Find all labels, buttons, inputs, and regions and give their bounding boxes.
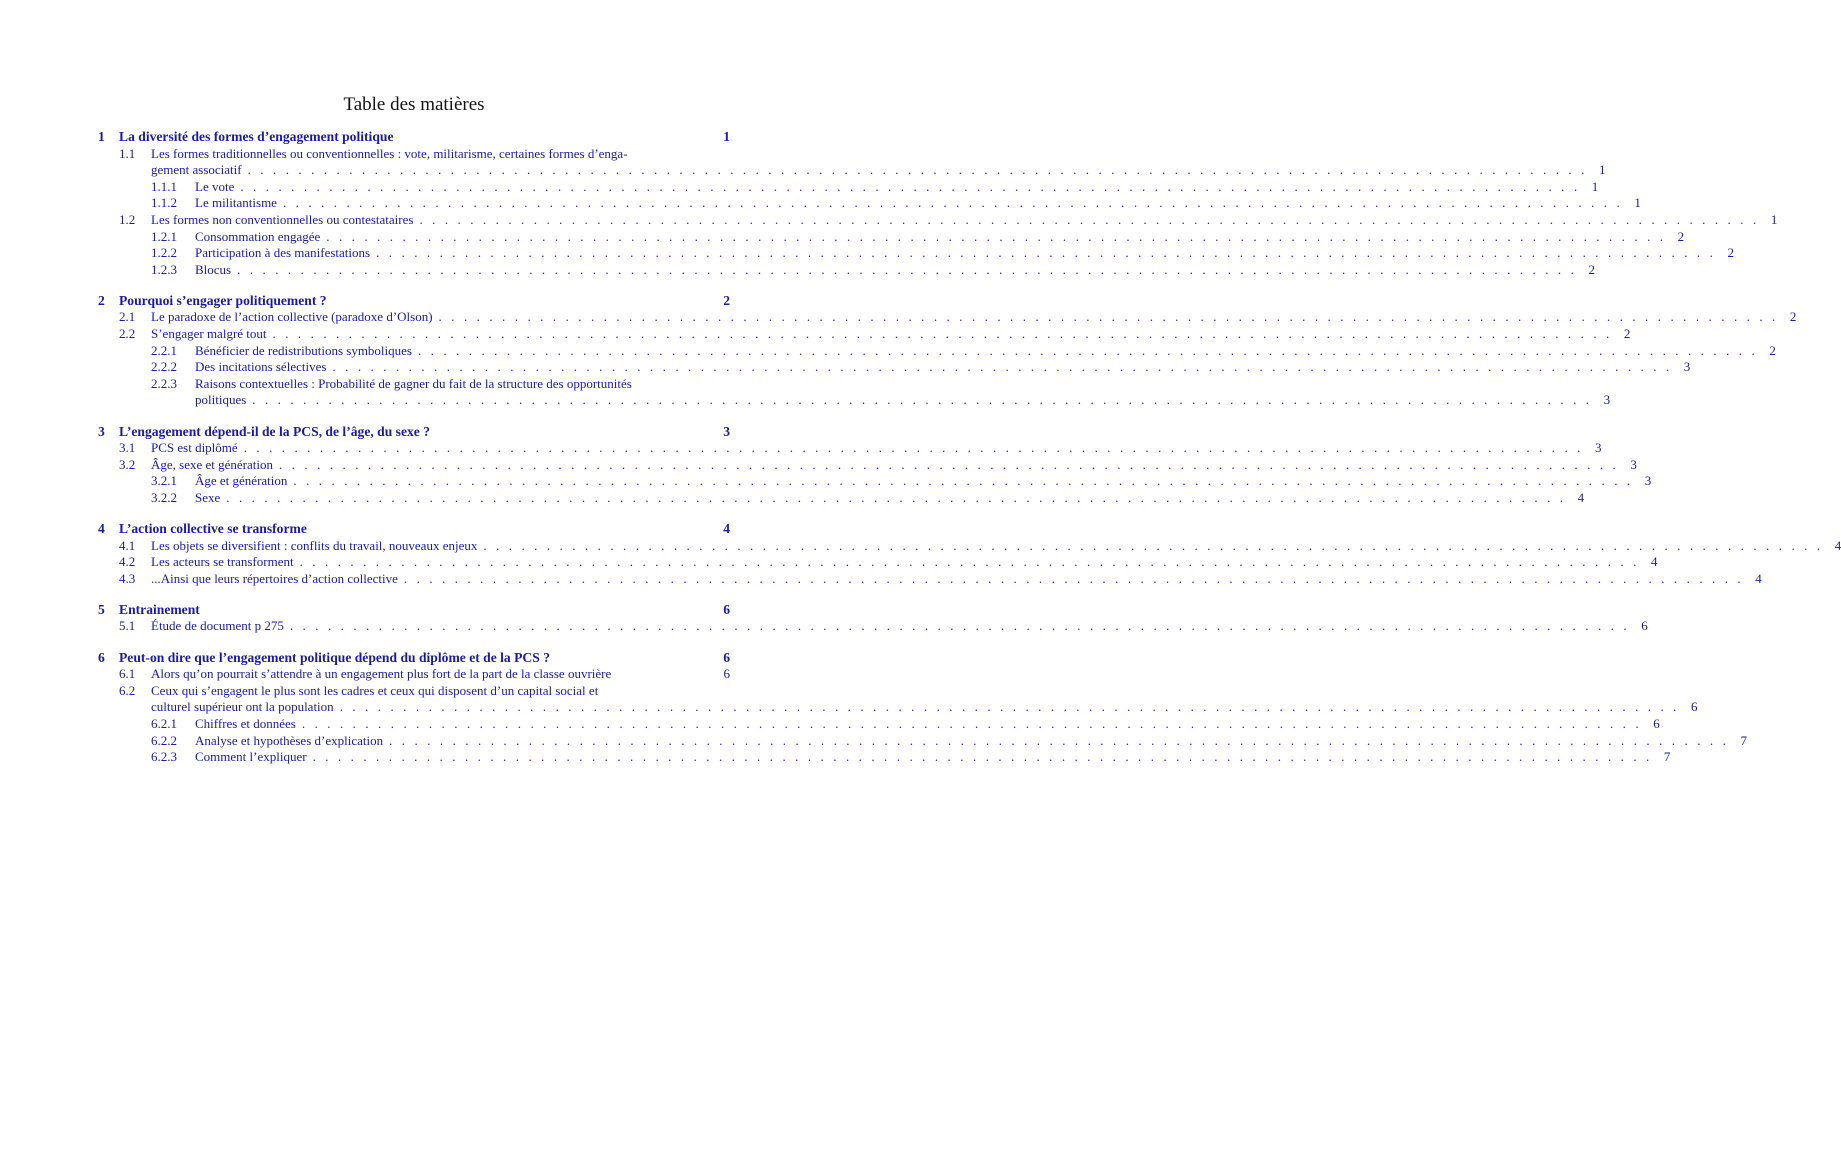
leader-dots (279, 457, 1619, 474)
subsubsection-label: Chiffres et données (195, 715, 296, 731)
table-of-contents (98, 129, 1841, 766)
subsection-label-line1: Ceux qui s’engagent le plus sont les cadres et ceux qui disposent d’un capital social et (151, 682, 599, 698)
toc-subsubsection-1-1-1[interactable] (98, 178, 1599, 196)
subsection-number: 2.2 (119, 326, 136, 342)
page-number: 4 (1834, 537, 1841, 553)
section-label: Pourquoi s’engager politiquement ? (119, 292, 327, 308)
toc-subsection-6-2[interactable] (98, 683, 730, 700)
leader-dots (248, 162, 1588, 179)
subsubsection-label: Le militantisme (195, 195, 277, 211)
page-number: 2 (1677, 228, 1685, 244)
subsection-label: PCS est diplômé (151, 440, 238, 456)
page-number: 3 (723, 423, 730, 439)
toc-subsubsection-1-2-3[interactable] (98, 261, 1595, 279)
subsection-number: 4.3 (119, 570, 136, 586)
page-number: 1 (1591, 178, 1599, 194)
toc-section-5[interactable] (98, 602, 730, 619)
subsubsection-label: Âge et génération (195, 473, 288, 489)
subsection-number: 4.2 (119, 554, 136, 570)
page-number: 2 (1769, 342, 1776, 358)
toc-subsubsection-6-2-1[interactable] (98, 715, 1660, 733)
subsection-label: ...Ainsi que leurs répertoires d’action collective (151, 570, 398, 586)
page-number: 7 (1663, 749, 1671, 765)
subsection-label: Le paradoxe de l’action collective (paradoxe d’Olson) (151, 309, 433, 325)
section-number: 4 (98, 520, 105, 536)
toc-subsection-4-1[interactable] (98, 537, 1841, 555)
toc-subsubsection-2-2-1[interactable] (98, 342, 1776, 360)
subsection-label: Les acteurs se transforment (151, 554, 294, 570)
toc-subsection-6-1[interactable] (98, 666, 730, 683)
page-number: 4 (1755, 570, 1762, 586)
subsection-number: 1.2 (119, 211, 136, 227)
subsubsection-number: 1.1.2 (151, 195, 177, 211)
page-number: 4 (1577, 489, 1585, 505)
subsubsection-label: Le vote (195, 178, 235, 194)
page-number: 6 (723, 601, 730, 617)
page-number: 2 (1623, 326, 1631, 342)
section-label: La diversité des formes d’engagement politique (119, 129, 394, 144)
leader-dots (226, 490, 1566, 507)
page-number: 2 (1588, 261, 1595, 277)
leader-dots (293, 473, 1633, 490)
toc-title: Table des matières (343, 94, 485, 115)
subsection-number: 3.1 (119, 440, 136, 456)
subsubsection-label: Participation à des manifestations (195, 245, 371, 261)
subsubsection-label-line2: politiques (195, 392, 247, 408)
subsection-label-line2: culturel supérieur ont la population (151, 699, 334, 715)
subsection-label: S’engager malgré tout (151, 326, 267, 342)
page-number: 4 (723, 520, 730, 536)
page-number: 3 (1683, 359, 1691, 375)
section-label: L’engagement dépend-il de la PCS, de l’âge, du sexe ? (119, 423, 431, 439)
section-number: 2 (98, 292, 105, 308)
subsubsection-label: Bénéficier de redistributions symboliques (195, 342, 412, 358)
leader-dots (389, 733, 1729, 750)
subsection-label: Alors qu’on pourrait s’attendre à un engagement plus fort de la part de la classe ouvrière (151, 666, 612, 682)
leader-dots (240, 179, 1580, 196)
leader-dots (237, 262, 1577, 279)
subsubsection-label: Des incitations sélectives (195, 359, 327, 375)
section-number: 3 (98, 423, 105, 439)
subsubsection-number: 3.2.2 (151, 489, 177, 505)
page-number: 1 (1634, 195, 1641, 211)
subsubsection-number: 1.2.2 (151, 245, 177, 261)
toc-section-4[interactable] (98, 521, 730, 538)
page-number: 7 (1740, 732, 1747, 748)
subsection-number: 5.1 (119, 618, 136, 634)
page-number: 1 (1770, 211, 1778, 227)
subsection-label: Âge, sexe et génération (151, 456, 274, 472)
page-number: 6 (723, 666, 730, 682)
leader-dots (252, 392, 1592, 409)
subsection-number: 6.1 (119, 666, 136, 682)
subsubsection-number: 3.2.1 (151, 473, 177, 489)
toc-subsubsection-6-2-3[interactable] (98, 749, 1671, 766)
section-label: Entrainement (119, 601, 200, 617)
toc-subsubsection-1-1-2[interactable] (98, 195, 1641, 212)
toc-subsection-1-1[interactable] (98, 146, 730, 163)
page-number: 1 (1598, 162, 1606, 178)
section-number: 1 (98, 129, 105, 144)
toc-section-2[interactable] (98, 293, 730, 310)
toc-subsubsection-1-2-1[interactable] (98, 228, 1685, 246)
toc-subsection-4-3[interactable] (98, 570, 1762, 588)
leader-dots (439, 309, 1779, 326)
toc-subsubsection-3-2-1[interactable] (98, 473, 1652, 490)
subsubsection-number: 6.2.1 (151, 715, 177, 731)
leader-dots (332, 359, 1672, 376)
toc-subsection-3-1[interactable] (98, 440, 1602, 457)
subsubsection-label: Blocus (195, 261, 232, 277)
subsubsection-number: 1.2.1 (151, 228, 177, 244)
toc-subsubsection-1-2-2[interactable] (98, 245, 1734, 262)
toc-subsection-6-2-cont[interactable] (98, 699, 1698, 716)
toc-section-6[interactable] (98, 650, 730, 667)
section-number: 5 (98, 601, 105, 617)
page-number: 6 (1641, 618, 1648, 634)
subsubsection-label: Analyse et hypothèses d’explication (195, 732, 384, 748)
toc-subsection-1-2[interactable] (98, 211, 1778, 229)
subsection-number: 6.2 (119, 682, 136, 698)
toc-subsubsection-2-2-3-cont[interactable] (98, 392, 1611, 409)
leader-dots (283, 195, 1623, 212)
subsection-label-line1: Les formes traditionnelles ou conventionnelles : vote, militarisme, certaines formes d’enga- (151, 145, 628, 161)
leader-dots (419, 212, 1759, 229)
leader-dots (313, 749, 1653, 766)
leader-dots (300, 554, 1640, 571)
leader-dots (273, 326, 1613, 343)
page-number: 3 (1595, 440, 1602, 456)
subsection-label: Étude de document p 275 (151, 618, 284, 634)
subsection-label: Les formes non conventionnelles ou contestataires (151, 211, 414, 227)
subsubsection-label-line1: Raisons contextuelles : Probabilité de gagner du fait de la structure des opportunités (195, 375, 632, 391)
page-number: 3 (1644, 473, 1652, 489)
page-number: 6 (1691, 699, 1698, 715)
toc-subsection-2-1[interactable] (98, 309, 1797, 326)
toc-subsection-5-1[interactable] (98, 618, 1648, 635)
page-number: 3 (1630, 456, 1637, 472)
section-label: L’action collective se transforme (119, 520, 307, 536)
page-number: 6 (723, 649, 730, 665)
page-number: 4 (1650, 554, 1658, 570)
toc-subsubsection-3-2-2[interactable] (98, 489, 1585, 507)
leader-dots (404, 571, 1744, 588)
subsubsection-label: Comment l’expliquer (195, 749, 307, 765)
subsubsection-number: 2.2.1 (151, 342, 177, 358)
leader-dots (290, 618, 1630, 635)
section-label: Peut-on dire que l’engagement politique dépend du diplôme et de la PCS ? (119, 649, 550, 665)
page-number: 1 (723, 129, 730, 144)
subsection-number: 3.2 (119, 456, 136, 472)
section-number: 6 (98, 649, 105, 665)
subsection-number: 2.1 (119, 309, 136, 325)
toc-subsubsection-6-2-2[interactable] (98, 732, 1747, 750)
toc-subsubsection-2-2-2[interactable] (98, 359, 1691, 376)
toc-subsection-4-2[interactable] (98, 554, 1658, 571)
page-number: 3 (1603, 392, 1611, 408)
toc-subsection-2-2[interactable] (98, 326, 1631, 343)
page-number: 2 (1727, 245, 1734, 261)
subsection-number: 4.1 (119, 537, 136, 553)
subsubsection-number: 6.2.3 (151, 749, 177, 765)
leader-dots (326, 229, 1666, 246)
subsection-label-line2: gement associatif (151, 162, 242, 178)
toc-section-1[interactable] (98, 129, 730, 146)
toc-section-3[interactable] (98, 424, 730, 441)
subsubsection-label: Consommation engagée (195, 228, 321, 244)
subsubsection-number: 1.2.3 (151, 261, 177, 277)
page-number: 2 (723, 292, 730, 308)
leader-dots (244, 440, 1584, 457)
subsection-number: 1.1 (119, 145, 136, 161)
page-number: 6 (1653, 715, 1660, 731)
subsubsection-label: Sexe (195, 489, 221, 505)
leader-dots (376, 245, 1716, 262)
toc-subsection-3-2[interactable] (98, 456, 1637, 474)
subsubsection-number: 1.1.1 (151, 178, 177, 194)
subsubsection-number: 6.2.2 (151, 732, 177, 748)
toc-subsubsection-2-2-3[interactable] (98, 376, 730, 393)
subsection-label: Les objets se diversifient : conflits du travail, nouveaux enjeux (151, 537, 478, 553)
page-number: 2 (1789, 309, 1797, 325)
leader-dots (418, 343, 1758, 360)
toc-subsection-1-1-cont[interactable] (98, 162, 1606, 179)
subsubsection-number: 2.2.2 (151, 359, 177, 375)
leader-dots (340, 699, 1680, 716)
leader-dots (302, 716, 1642, 733)
subsubsection-number: 2.2.3 (151, 375, 177, 391)
leader-dots (483, 538, 1823, 555)
